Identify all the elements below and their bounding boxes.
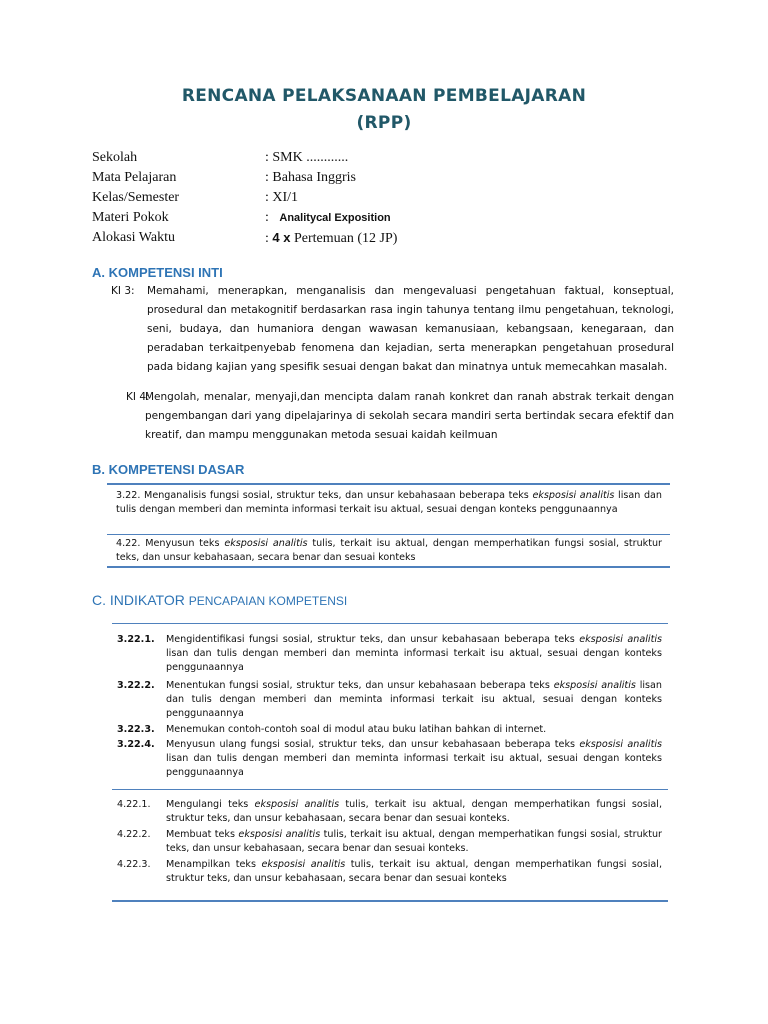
kd-text-part: lisan dan tulis dengan memberi dan meminta informasi terkait isu aktual, sesuai dengan konteks penggunaannya — [116, 490, 663, 515]
indicator-text-part: tulis, terkait isu aktual, dengan memperhatikan fungsi sosial, struktur teks, dan unsur kebahasaan, secara benar dan sesuai konteks. — [166, 829, 663, 854]
section-c-heading-rest: PENCAPAIAN KOMPETENSI — [188, 594, 348, 608]
ki3-paragraph: Memahami, menerapkan, menganalisis dan mengevaluasi pengetahuan faktual, konseptual, prosedural dan metakognitif berdasarkan rasa ingin tahunya tentang ilmu pengetahuan, teknologi, seni, budaya, dan humaniora dengan wawasan kemanusiaan, kebangsaan, kenegaraan, dan peradaban terkaitpenyebab fenomena dan kejadian, serta menerapkan pengetahuan prosedural pada bidang kajian yang spesifik sesuai dengan bakat dan minatnya untuk memecahkan masalah. — [147, 285, 674, 373]
identity-value: Analitycal Exposition — [279, 212, 391, 224]
identity-label: Sekolah — [92, 150, 138, 165]
kd-3-22 — [116, 489, 662, 517]
identity-separator: : — [265, 210, 269, 225]
indicator-text-part: Membuat teks — [166, 829, 239, 840]
section-c-heading-lead: C. INDIKATOR — [92, 592, 185, 608]
indicator-text-part: lisan dan tulis dengan memberi dan meminta informasi terkait isu aktual, sesuai dengan konteks penggunaannya — [166, 753, 662, 778]
kd-text-part: 4.22. Menyusun teks — [116, 538, 225, 549]
indicator-text-emphasis: eksposisi analitis — [579, 739, 662, 750]
kd-text-part: 3.22. Menganalisis fungsi sosial, struktur teks, dan unsur kebahasaan beberapa teks — [116, 490, 533, 501]
indicator-text — [166, 798, 662, 826]
kd-bottom-rule — [107, 566, 670, 568]
indicator-text-emphasis: eksposisi analitis — [261, 859, 346, 870]
indicator-text — [166, 723, 662, 737]
indicator-text-part: Menemukan contoh-contoh soal di modul atau buku latihan bahkan di internet. — [166, 724, 547, 735]
indicator-number: 3.22.1. — [117, 634, 155, 645]
identity-value: XI/1 — [272, 190, 299, 205]
section-c-heading — [92, 592, 347, 608]
ki4-label: KI 4: — [126, 391, 150, 403]
identity-row-kelas-semester — [92, 190, 692, 210]
identity-label: Materi Pokok — [92, 210, 169, 225]
kd-middle-rule — [107, 534, 670, 535]
indicator-number: 4.22.3. — [117, 859, 151, 870]
identity-separator: : — [265, 150, 269, 165]
identity-label: Kelas/Semester — [92, 190, 180, 205]
indicator-text-emphasis: eksposisi analitis — [238, 829, 321, 840]
indicator-top-rule — [112, 623, 668, 624]
kd-4-22 — [116, 537, 662, 565]
ki4-paragraph: Mengolah, menalar, menyaji,dan mencipta dalam ranah konkret dan ranah abstrak terkait dengan pengembangan dari yang dipelajarinya di sekolah secara mandiri serta bertindak secara efektif dan kreatif, dan mampu menggunakan metoda sesuai kaidah keilmuan — [145, 391, 674, 441]
kd-text-part: tulis, terkait isu aktual, dengan memperhatikan fungsi sosial, struktur teks, dan unsur kebahasaan, secara benar dan sesuai konteks — [116, 538, 663, 563]
section-b-heading: B. KOMPETENSI DASAR — [92, 462, 245, 477]
identity-row-mata-pelajaran — [92, 170, 692, 190]
indicator-text-part: tulis, terkait isu aktual, dengan memperhatikan fungsi sosial, struktur teks, dan unsur kebahasaan, secara benar dan sesuai konteks — [166, 859, 662, 884]
kd-text-emphasis: eksposisi analitis — [224, 538, 308, 549]
identity-value: Bahasa Inggris — [272, 170, 356, 185]
indicator-text-part: Mengulangi teks — [166, 799, 255, 810]
ki3-text — [147, 282, 674, 377]
indicator-text — [166, 828, 662, 856]
indicator-number: 3.22.3. — [117, 724, 155, 735]
identity-value-bold: 4 x — [272, 230, 291, 245]
indicator-text-part: lisan dan tulis dengan memberi dan meminta informasi terkait isu aktual, sesuai dengan konteks penggunaannya — [166, 648, 662, 673]
kd-top-rule — [107, 483, 670, 485]
identity-row-sekolah — [92, 150, 692, 170]
indicator-number: 3.22.4. — [117, 739, 155, 750]
indicator-text-emphasis: eksposisi analitis — [553, 680, 636, 691]
indicator-text — [166, 633, 662, 675]
indicator-text-part: lisan dan tulis dengan memberi dan meminta informasi terkait isu aktual, sesuai dengan konteks penggunaannya — [166, 680, 662, 719]
indicator-text-part: Mengidentifikasi fungsi sosial, struktur teks, dan unsur kebahasaan beberapa teks — [166, 634, 580, 645]
identity-label: Alokasi Waktu — [92, 230, 175, 245]
identity-separator: : — [265, 231, 269, 246]
identity-value: SMK ............ — [272, 150, 349, 165]
document-subtitle: (RPP) — [356, 113, 412, 133]
indicator-text — [166, 679, 662, 721]
indicator-middle-rule — [112, 789, 668, 790]
identity-value: Pertemuan (12 JP) — [293, 231, 398, 246]
indicator-text — [166, 858, 662, 886]
identity-separator: : — [265, 190, 269, 205]
identity-label: Mata Pelajaran — [92, 170, 177, 185]
ki3-label: KI 3: — [111, 285, 135, 297]
kd-text-emphasis: eksposisi analitis — [532, 490, 615, 501]
indicator-number: 4.22.1. — [117, 799, 151, 810]
section-a-heading: A. KOMPETENSI INTI — [92, 265, 223, 280]
indicator-text — [166, 738, 662, 780]
identity-row-materi-pokok — [92, 210, 692, 230]
indicator-number: 3.22.2. — [117, 680, 155, 691]
indicator-text-part: Menentukan fungsi sosial, struktur teks, dan unsur kebahasaan beberapa teks — [166, 680, 554, 691]
indicator-bottom-rule — [112, 900, 668, 902]
ki4-text — [145, 388, 674, 445]
indicator-number: 4.22.2. — [117, 829, 151, 840]
indicator-text-emphasis: eksposisi analitis — [254, 799, 340, 810]
indicator-text-emphasis: eksposisi analitis — [579, 634, 663, 645]
indicator-text-part: tulis, terkait isu aktual, dengan memperhatikan fungsi sosial, struktur teks, dan unsur kebahasaan, secara benar dan sesuai konteks. — [166, 799, 662, 824]
identity-row-alokasi-waktu — [92, 230, 692, 250]
indicator-text-part: Menampilkan teks — [166, 859, 262, 870]
document-title: RENCANA PELAKSANAAN PEMBELAJARAN — [181, 86, 587, 106]
identity-separator: : — [265, 170, 269, 185]
indicator-text-part: Menyusun ulang fungsi sosial, struktur teks, dan unsur kebahasaan beberapa teks — [166, 739, 580, 750]
